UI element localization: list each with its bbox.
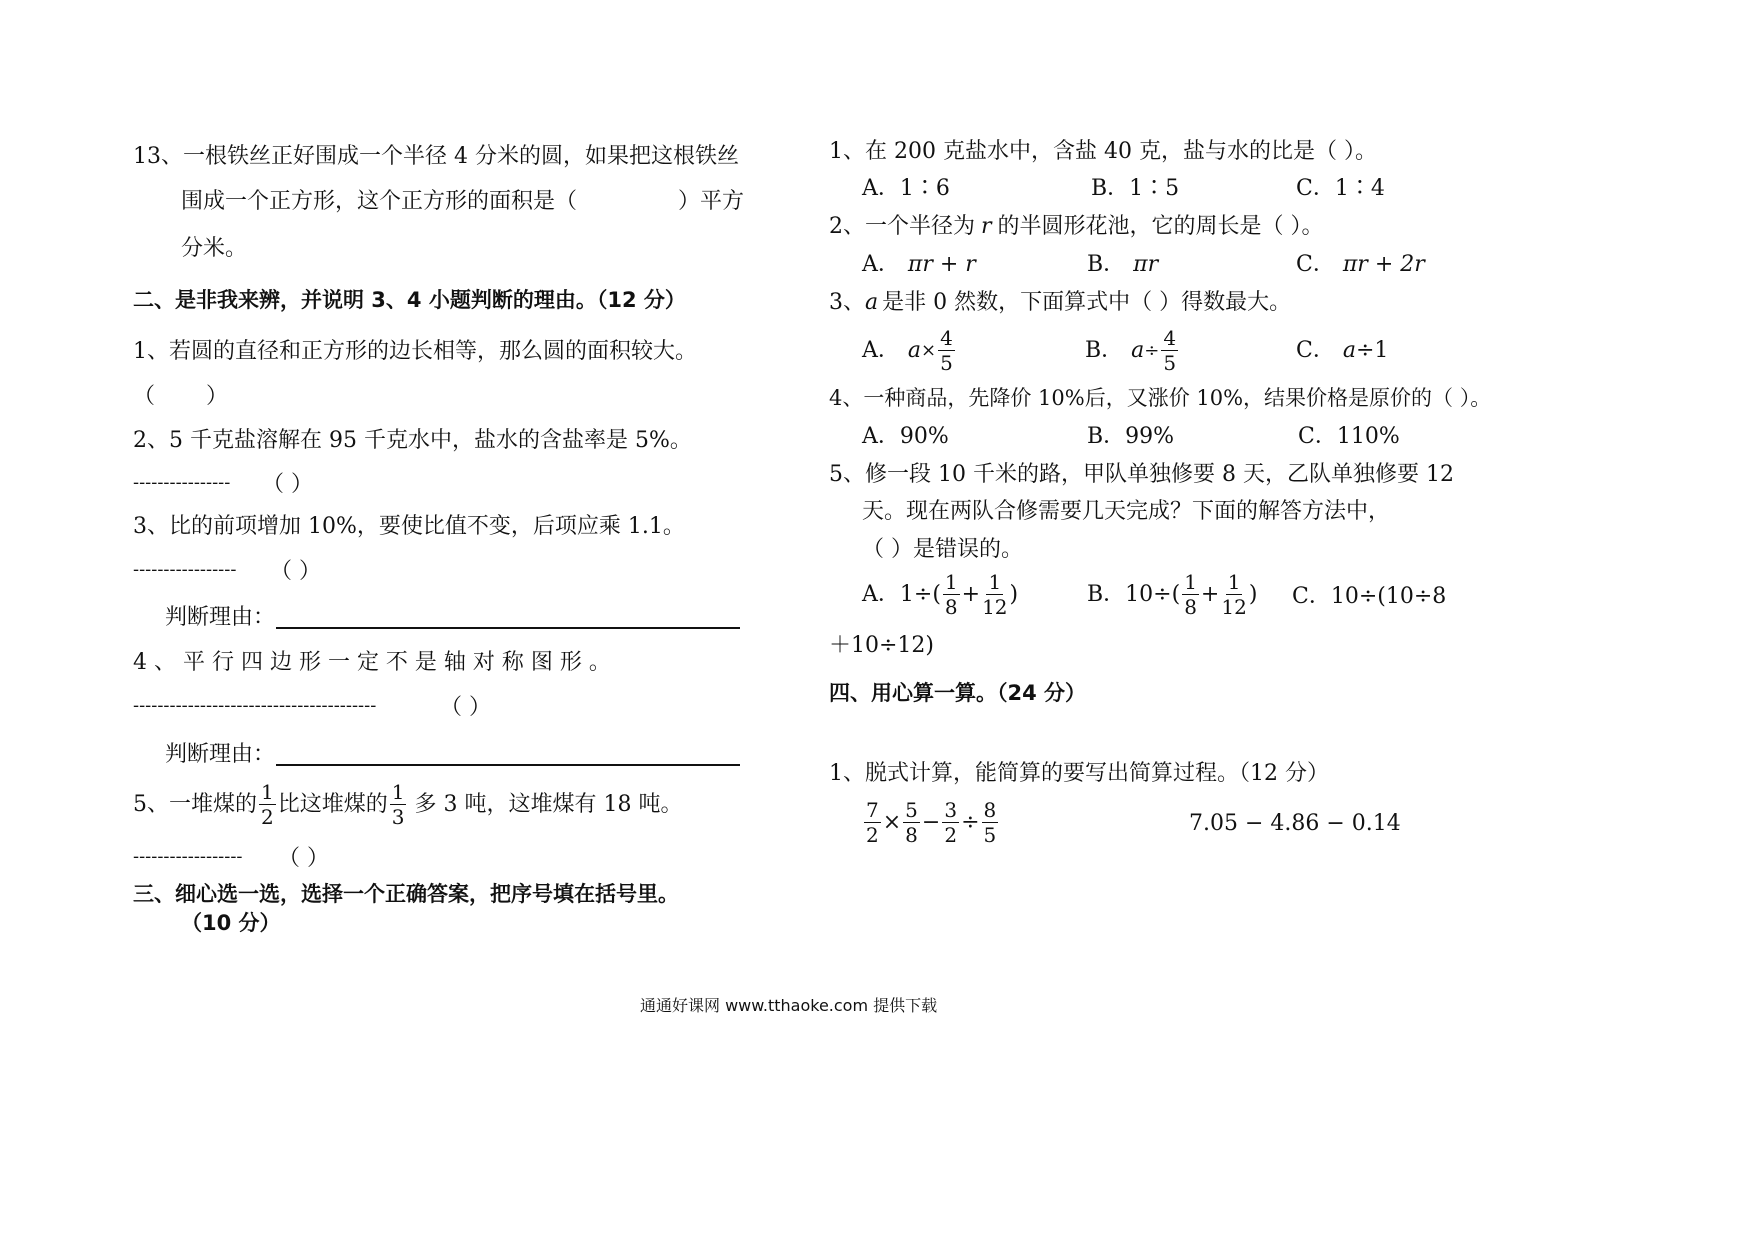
s2-q4-paren: （ ） bbox=[440, 695, 491, 720]
q13-line3: 分米。 bbox=[181, 236, 248, 261]
r-q5-c-cont: ＋10÷12) bbox=[829, 633, 935, 658]
r-q5-line2: 天。现在两队合修需要几天完成？下面的解答方法中， bbox=[862, 499, 1391, 524]
s2-q1-paren-open: （ bbox=[133, 384, 156, 409]
section3-score: （10 分） bbox=[181, 911, 281, 935]
r-q4-a[interactable]: A．90% bbox=[862, 424, 949, 449]
s2-q4-dashes: ---------------------------------------- bbox=[133, 695, 377, 716]
s2-q3-dashes: ----------------- bbox=[133, 559, 237, 580]
s4-expr2: 7.05 − 4.86 − 0.14 bbox=[1189, 811, 1401, 836]
section3-title: 三、细心选一选，选择一个正确答案，把序号填在括号里。 bbox=[133, 882, 679, 906]
r-q4-c[interactable]: C．110% bbox=[1298, 424, 1400, 449]
s2-q5 bbox=[133, 782, 682, 827]
r-q2-stem: 2、一个半径为 r 的半圆形花池，它的周长是（ ）。 bbox=[829, 214, 1324, 239]
s2-q1: 1、若圆的直径和正方形的边长相等，那么圆的面积较大。 bbox=[133, 339, 697, 364]
r-q3-stem: 3、a 是非 0 然数，下面算式中（ ）得数最大。 bbox=[829, 290, 1292, 315]
r-q2-c[interactable]: C． πr + 2r bbox=[1296, 252, 1425, 277]
r-q2-a[interactable]: A． πr + r bbox=[862, 252, 976, 277]
r-q5-c[interactable]: C．10÷(10÷8 bbox=[1292, 584, 1447, 609]
reason-label-2: 判断理由： bbox=[165, 742, 276, 767]
s2-q3-paren: （ ） bbox=[270, 559, 321, 584]
r-q5-a[interactable]: A．1÷( $\frac{1}{8}$ + $\frac{1}{12}$ ) bbox=[862, 570, 1019, 619]
reason-label-1: 判断理由： bbox=[165, 605, 276, 630]
r-q5-line3: （ ）是错误的。 bbox=[862, 537, 1023, 562]
r-q4-stem: 4、一种商品，先降价 10%后，又涨价 10%，结果价格是原价的（ ）。 bbox=[829, 386, 1492, 410]
s2-q2-dashes: ---------------- bbox=[133, 472, 231, 493]
reason-line-1[interactable] bbox=[276, 627, 740, 629]
s2-q5-dashes: ------------------ bbox=[133, 846, 243, 867]
r-q3-a[interactable]: A． a × $\frac{4}{5}$ bbox=[862, 326, 953, 375]
q13-line2b: ）平方 bbox=[678, 189, 745, 214]
s2-q1-paren-close: ） bbox=[206, 384, 229, 409]
r-q3-c[interactable]: C． a÷1 bbox=[1296, 338, 1389, 363]
footer-credit: 通通好课网 www.tthaoke.com 提供下载 bbox=[640, 996, 938, 1015]
q13-line2a: 围成一个正方形，这个正方形的面积是（ bbox=[181, 189, 578, 214]
r-q5-line1: 5、修一段 10 千米的路，甲队单独修要 8 天，乙队单独修要 12 bbox=[829, 462, 1454, 487]
s4-expr1: $\frac{7}{2}$ × $\frac{5}{8}$ − $\frac{3}{2}$ ÷ $\frac{8}{5}$ bbox=[866, 798, 997, 847]
reason-line-2[interactable] bbox=[276, 764, 740, 766]
r-q1-a[interactable]: A．1∶6 bbox=[862, 176, 950, 201]
section2-title: 二、是非我来辨，并说明 3、4 小题判断的理由。（12 分） bbox=[133, 288, 686, 312]
s2-q5-a: 5、一堆煤的 bbox=[133, 791, 257, 817]
s4-q1: 1、脱式计算，能简算的要写出简算过程。（12 分） bbox=[829, 761, 1329, 786]
r-q3-b[interactable]: B． a ÷ $\frac{4}{5}$ bbox=[1085, 326, 1177, 375]
s2-q4: 4 、 平 行 四 边 形 一 定 不 是 轴 对 称 图 形 。 bbox=[133, 650, 611, 675]
s2-q5-b: 比这堆煤的 bbox=[277, 791, 388, 817]
q13-line1: 13、一根铁丝正好围成一个半径 4 分米的圆，如果把这根铁丝 bbox=[133, 144, 739, 169]
section4-title: 四、用心算一算。（24 分） bbox=[829, 681, 1087, 705]
r-q1-stem: 1、在 200 克盐水中，含盐 40 克，盐与水的比是（ ）。 bbox=[829, 139, 1377, 164]
s2-q2: 2、5 千克盐溶解在 95 千克水中，盐水的含盐率是 5%。 bbox=[133, 428, 692, 453]
r-q5-b[interactable]: B．10÷( $\frac{1}{8}$ + $\frac{1}{12}$ ) bbox=[1087, 570, 1258, 619]
s2-q3: 3、比的前项增加 10%，要使比值不变，后项应乘 1.1。 bbox=[133, 514, 685, 539]
s2-q5-frac1: $\frac{1}{2}$ bbox=[261, 780, 274, 829]
s2-q2-paren: （ ） bbox=[262, 472, 313, 497]
r-q2-b[interactable]: B． πr bbox=[1087, 252, 1159, 277]
s2-q5-frac2: $\frac{1}{3}$ bbox=[391, 780, 405, 829]
r-q1-c[interactable]: C．1∶4 bbox=[1296, 176, 1385, 201]
r-q1-b[interactable]: B．1∶5 bbox=[1091, 176, 1180, 201]
s2-q5-paren: （ ） bbox=[278, 846, 329, 871]
s2-q5-c: 多 3 吨，这堆煤有 18 吨。 bbox=[414, 791, 683, 817]
r-q4-b[interactable]: B．99% bbox=[1087, 424, 1175, 449]
